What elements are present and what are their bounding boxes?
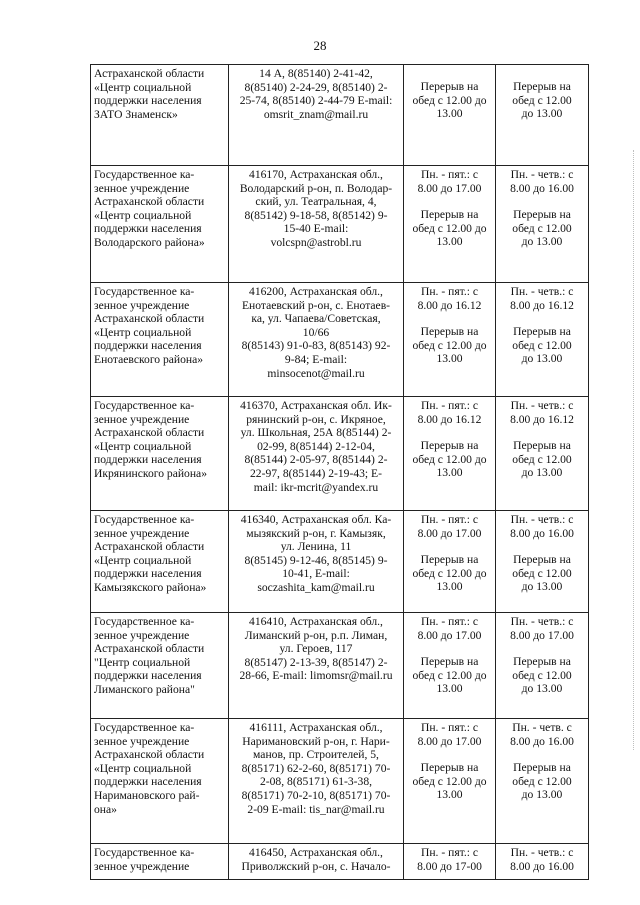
schedule-mon-thu-cell bbox=[496, 613, 589, 719]
institution-name-line: Государственное ка- bbox=[94, 513, 195, 526]
lunch-break-line: обед с 12.00 bbox=[512, 93, 572, 107]
address-line: minsocenot@mail.ru bbox=[267, 366, 365, 380]
table-row bbox=[91, 511, 589, 613]
address-line: 15-40 E-mail: bbox=[283, 222, 349, 236]
address-line: 22-97, 8(85144) 2-19-43; E- bbox=[249, 466, 382, 480]
working-hours-line: Пн. - четв.: с bbox=[510, 615, 574, 628]
address-line: 2-08, 8(85171) 61-3-38, bbox=[259, 775, 373, 789]
institution-name-line: Астраханской области bbox=[94, 426, 205, 440]
address-line: mail: ikr-mcrit@yandex.ru bbox=[253, 480, 379, 494]
working-hours-line: Пн. - пят.: с bbox=[420, 846, 479, 859]
address-line: 416340, Астраханская обл. Ка- bbox=[240, 513, 392, 526]
lunch-break-line: обед с 12.00 bbox=[512, 668, 572, 682]
address-contacts-cell bbox=[229, 719, 404, 844]
lunch-break-line: Перерыв на bbox=[513, 325, 571, 339]
institution-name-cell bbox=[91, 283, 229, 397]
working-hours-line: 8.00 до 16.00 bbox=[510, 181, 574, 195]
institution-name-line: «Центр социальной bbox=[94, 553, 192, 567]
institution-name-line: Енотаевского района» bbox=[94, 352, 204, 366]
table-row bbox=[91, 283, 589, 397]
institution-name-line: зенное учреждение bbox=[94, 181, 190, 195]
working-hours-line: Пн. - четв.: с bbox=[510, 285, 574, 298]
lunch-break-line: Перерыв на bbox=[513, 761, 571, 775]
schedule-mon-fri-cell bbox=[404, 613, 496, 719]
working-hours-line: Пн. - пят.: с bbox=[420, 399, 479, 412]
institution-name-line: Государственное ка- bbox=[94, 399, 195, 412]
institution-name-line: поддержки населения bbox=[94, 453, 202, 467]
working-hours-line: 8.00 до 16.00 bbox=[510, 859, 574, 873]
address-line: 8(85145) 9-12-46, 8(85145) 9- bbox=[244, 553, 388, 567]
institution-name-cell bbox=[91, 719, 229, 844]
institution-name-line: поддержки населения bbox=[94, 669, 202, 683]
address-line: 8(85142) 9-18-58, 8(85142) 9- bbox=[244, 208, 388, 222]
address-line: рянинский р-он, с. Икряное, bbox=[246, 412, 386, 426]
institution-name-line: Государственное ка- bbox=[94, 285, 195, 298]
schedule-mon-fri-cell bbox=[404, 283, 496, 397]
lunch-break-line: обед с 12.00 до bbox=[412, 452, 487, 466]
address-line: 8(85144) 2-05-97, 8(85144) 2- bbox=[244, 453, 388, 467]
address-line: ка, ул. Чапаева/Советская, bbox=[251, 312, 381, 326]
institution-name-line: поддержки населения bbox=[94, 775, 202, 789]
address-line: 416111, Астраханская обл., bbox=[249, 721, 383, 734]
lunch-break-line: обед с 12.00 до bbox=[412, 93, 487, 107]
address-line: Приволжский р-он, с. Начало- bbox=[241, 859, 391, 873]
lunch-break-line: Перерыв на bbox=[513, 208, 571, 222]
institution-name-line: "Центр социальной bbox=[94, 655, 191, 669]
lunch-break-line: Перерыв на bbox=[513, 80, 571, 93]
address-line: 28-66, E-mail: limomsr@mail.ru bbox=[239, 669, 393, 683]
schedule-mon-thu-cell bbox=[496, 283, 589, 397]
schedule-mon-thu-cell bbox=[496, 844, 589, 880]
schedule-mon-thu-cell bbox=[496, 166, 589, 283]
lunch-break-line: 13.00 bbox=[436, 235, 463, 249]
table-body bbox=[91, 65, 589, 880]
scan-edge-mark bbox=[633, 150, 634, 750]
address-line: omsrit_znam@mail.ru bbox=[263, 107, 369, 121]
working-hours-line: 8.00 до 17.00 bbox=[417, 526, 482, 540]
working-hours-line: 8.00 до 16.12 bbox=[510, 298, 574, 312]
lunch-break-line: Перерыв на bbox=[420, 761, 479, 775]
working-hours-line: Пн. - пят.: с bbox=[420, 615, 479, 628]
address-line: 416370, Астраханская обл. Ик- bbox=[240, 399, 392, 412]
address-contacts-cell bbox=[229, 844, 404, 880]
schedule-mon-fri-cell bbox=[404, 719, 496, 844]
institution-name-cell bbox=[91, 844, 229, 880]
institution-name-line: Государственное ка- bbox=[94, 721, 195, 734]
institution-name-cell bbox=[91, 397, 229, 511]
working-hours-line: 8.00 до 16.12 bbox=[417, 412, 482, 426]
address-line: 8(85140) 2-24-29, 8(85140) 2- bbox=[244, 80, 388, 94]
institution-name-line: Государственное ка- bbox=[94, 846, 195, 859]
lunch-break-line: обед с 12.00 bbox=[512, 452, 572, 466]
working-hours-line: 8.00 до 17-00 bbox=[417, 859, 482, 873]
lunch-break-line: 13.00 bbox=[436, 788, 463, 802]
institution-name-line: «Центр социальной bbox=[94, 325, 192, 339]
schedule-mon-thu-cell bbox=[496, 511, 589, 613]
institution-name-line: «Центр социальной bbox=[94, 439, 192, 453]
lunch-break-line: 13.00 bbox=[436, 466, 463, 480]
lunch-break-line: Перерыв на bbox=[420, 655, 479, 669]
lunch-break-line: до 13.00 bbox=[521, 107, 563, 121]
page-number: 28 bbox=[313, 38, 327, 53]
table-row bbox=[91, 719, 589, 844]
working-hours-line: 8.00 до 17.00 bbox=[510, 628, 574, 642]
working-hours-line: Пн. - четв. с bbox=[512, 721, 572, 734]
institution-name-line: Астраханской области bbox=[94, 540, 205, 554]
working-hours-line: Пн. - четв.: с bbox=[510, 513, 574, 526]
working-hours-line: 8.00 до 16.00 bbox=[510, 526, 574, 540]
lunch-break-line: обед с 12.00 bbox=[512, 338, 572, 352]
address-line: 25-74, 8(85140) 2-44-79 E-mail: bbox=[239, 94, 393, 108]
schedule-mon-thu-cell bbox=[496, 65, 589, 166]
institution-name-line: Астраханской области bbox=[94, 67, 205, 80]
lunch-break-line: обед с 12.00 bbox=[512, 774, 572, 788]
address-line: Володарский р-он, п. Володар- bbox=[239, 181, 393, 195]
institution-name-line: Государственное ка- bbox=[94, 615, 195, 628]
institution-name-line: поддержки населения bbox=[94, 339, 202, 353]
address-line: Наримановский р-он, г. Нари- bbox=[242, 734, 390, 748]
institution-name-line: зенное учреждение bbox=[94, 298, 190, 312]
institution-name-line: поддержки населения bbox=[94, 222, 202, 236]
lunch-break-line: обед с 12.00 до bbox=[412, 566, 487, 580]
lunch-break-line: 13.00 bbox=[436, 682, 463, 696]
lunch-break-line: до 13.00 bbox=[521, 682, 563, 696]
lunch-break-line: Перерыв на bbox=[513, 439, 571, 453]
social-support-offices-table bbox=[90, 64, 589, 880]
address-line: 8(85147) 2-13-39, 8(85147) 2- bbox=[244, 655, 388, 669]
address-line: 14 А, 8(85140) 2-41-42, bbox=[259, 67, 373, 80]
address-line: 2-09 E-mail: tis_nar@mail.ru bbox=[247, 802, 385, 816]
address-line: 416410, Астраханская обл., bbox=[249, 615, 383, 628]
schedule-mon-thu-cell bbox=[496, 719, 589, 844]
working-hours-line: Пн. - пят.: с bbox=[420, 168, 479, 181]
schedule-mon-fri-cell bbox=[404, 511, 496, 613]
working-hours-line: Пн. - четв.: с bbox=[510, 399, 574, 412]
address-line: 416200, Астраханская обл., bbox=[249, 285, 383, 298]
institution-name-cell bbox=[91, 613, 229, 719]
lunch-break-line: обед с 12.00 bbox=[512, 566, 572, 580]
address-line: ул. Героев, 117 bbox=[279, 642, 353, 656]
address-line: Лиманский р-он, р.п. Лиман, bbox=[244, 628, 388, 642]
lunch-break-line: до 13.00 bbox=[521, 466, 563, 480]
lunch-break-line: до 13.00 bbox=[521, 580, 563, 594]
address-contacts-cell bbox=[229, 283, 404, 397]
lunch-break-line: до 13.00 bbox=[521, 788, 563, 802]
address-line: soczashita_kam@mail.ru bbox=[257, 580, 375, 594]
institution-name-line: поддержки населения bbox=[94, 94, 202, 108]
institution-name-line: Лиманского района" bbox=[94, 682, 195, 696]
working-hours-line: 8.00 до 17.00 bbox=[417, 734, 482, 748]
lunch-break-line: Перерыв на bbox=[513, 655, 571, 669]
lunch-break-line: 13.00 bbox=[436, 580, 463, 594]
table-row bbox=[91, 166, 589, 283]
address-line: ский, ул. Театральная, 4, bbox=[255, 195, 377, 209]
working-hours-line: Пн. - четв.: с bbox=[510, 846, 574, 859]
institution-name-line: Государственное ка- bbox=[94, 168, 195, 181]
schedule-mon-fri-cell bbox=[404, 844, 496, 880]
working-hours-line: 8.00 до 17.00 bbox=[417, 181, 482, 195]
address-line: 416170, Астраханская обл., bbox=[249, 168, 383, 181]
working-hours-line: Пн. - пят.: с bbox=[420, 513, 479, 526]
institution-name-cell bbox=[91, 65, 229, 166]
address-line: 10/66 bbox=[302, 325, 330, 339]
address-line: volcspn@astrobl.ru bbox=[270, 235, 362, 249]
institution-name-line: «Центр социальной bbox=[94, 208, 192, 222]
institution-name-line: зенное учреждение bbox=[94, 859, 190, 873]
address-line: 02-99, 8(85144) 2-12-04, bbox=[257, 439, 375, 453]
table-row bbox=[91, 397, 589, 511]
institution-name-line: Астраханской области bbox=[94, 195, 205, 209]
institution-name-line: зенное учреждение bbox=[94, 734, 190, 748]
schedule-mon-fri-cell bbox=[404, 166, 496, 283]
institution-name-line: Астраханской области bbox=[94, 312, 205, 326]
lunch-break-line: Перерыв на bbox=[420, 208, 479, 222]
address-contacts-cell bbox=[229, 397, 404, 511]
working-hours-line: 8.00 до 16.12 bbox=[417, 298, 482, 312]
institution-name-line: зенное учреждение bbox=[94, 526, 190, 540]
address-line: 10-41, E-mail: bbox=[282, 567, 350, 581]
address-line: мызякский р-он, г. Камызяк, bbox=[246, 526, 386, 540]
lunch-break-line: обед с 12.00 до bbox=[412, 668, 487, 682]
lunch-break-line: обед с 12.00 bbox=[512, 221, 572, 235]
address-contacts-cell bbox=[229, 511, 404, 613]
institution-name-cell bbox=[91, 511, 229, 613]
address-line: ул. Школьная, 25А 8(85144) 2- bbox=[240, 426, 392, 440]
institution-name-line: «Центр социальной bbox=[94, 761, 192, 775]
lunch-break-line: Перерыв на bbox=[420, 325, 479, 339]
lunch-break-line: до 13.00 bbox=[521, 352, 563, 366]
address-contacts-cell bbox=[229, 65, 404, 166]
institution-name-line: зенное учреждение bbox=[94, 628, 190, 642]
institution-name-line: Володарского района» bbox=[94, 235, 205, 249]
lunch-break-line: 13.00 bbox=[436, 107, 463, 121]
institution-name-line: Икрянинского района» bbox=[94, 466, 207, 480]
institution-name-line: Наримановского рай- bbox=[94, 788, 200, 802]
table-row bbox=[91, 613, 589, 719]
working-hours-line: Пн. - четв.: с bbox=[510, 168, 574, 181]
institution-name-line: поддержки населения bbox=[94, 567, 202, 581]
working-hours-line: 8.00 до 16.00 bbox=[510, 734, 574, 748]
institution-name-line: она» bbox=[94, 802, 117, 816]
institution-name-line: Астраханской области bbox=[94, 642, 205, 656]
address-line: 8(85171) 62-2-60, 8(85171) 70- bbox=[241, 761, 391, 775]
address-line: 9-84; E-mail: bbox=[284, 352, 348, 366]
lunch-break-line: Перерыв на bbox=[420, 80, 479, 93]
lunch-break-line: обед с 12.00 до bbox=[412, 221, 487, 235]
address-line: ул. Ленина, 11 bbox=[280, 540, 352, 554]
lunch-break-line: Перерыв на bbox=[420, 439, 479, 453]
institution-name-line: ЗАТО Знаменск» bbox=[94, 107, 178, 121]
table-row bbox=[91, 65, 589, 166]
institution-name-line: «Центр социальной bbox=[94, 80, 192, 94]
schedule-mon-fri-cell bbox=[404, 65, 496, 166]
lunch-break-line: обед с 12.00 до bbox=[412, 774, 487, 788]
lunch-break-line: Перерыв на bbox=[513, 553, 571, 567]
schedule-mon-fri-cell bbox=[404, 397, 496, 511]
address-contacts-cell bbox=[229, 613, 404, 719]
working-hours-line: Пн. - пят.: с bbox=[420, 721, 479, 734]
institution-name-line: зенное учреждение bbox=[94, 412, 190, 426]
working-hours-line: Пн. - пят.: с bbox=[420, 285, 479, 298]
working-hours-line: 8.00 до 16.12 bbox=[510, 412, 574, 426]
lunch-break-line: 13.00 bbox=[436, 352, 463, 366]
working-hours-line: 8.00 до 17.00 bbox=[417, 628, 482, 642]
lunch-break-line: до 13.00 bbox=[521, 235, 563, 249]
lunch-break-line: обед с 12.00 до bbox=[412, 338, 487, 352]
table-row bbox=[91, 844, 589, 880]
address-line: 8(85143) 91-0-83, 8(85143) 92- bbox=[241, 339, 391, 353]
institution-name-cell bbox=[91, 166, 229, 283]
institution-name-line: Астраханской области bbox=[94, 748, 205, 762]
schedule-mon-thu-cell bbox=[496, 397, 589, 511]
institution-name-line: Камызякского района» bbox=[94, 580, 207, 594]
address-line: 416450, Астраханская обл., bbox=[249, 846, 383, 859]
address-line: манов, пр. Строителей, 5, bbox=[253, 748, 379, 762]
address-line: Енотаевский р-он, с. Енотаев- bbox=[241, 298, 391, 312]
lunch-break-line: Перерыв на bbox=[420, 553, 479, 567]
address-contacts-cell bbox=[229, 166, 404, 283]
address-line: 8(85171) 70-2-10, 8(85171) 70- bbox=[241, 788, 391, 802]
